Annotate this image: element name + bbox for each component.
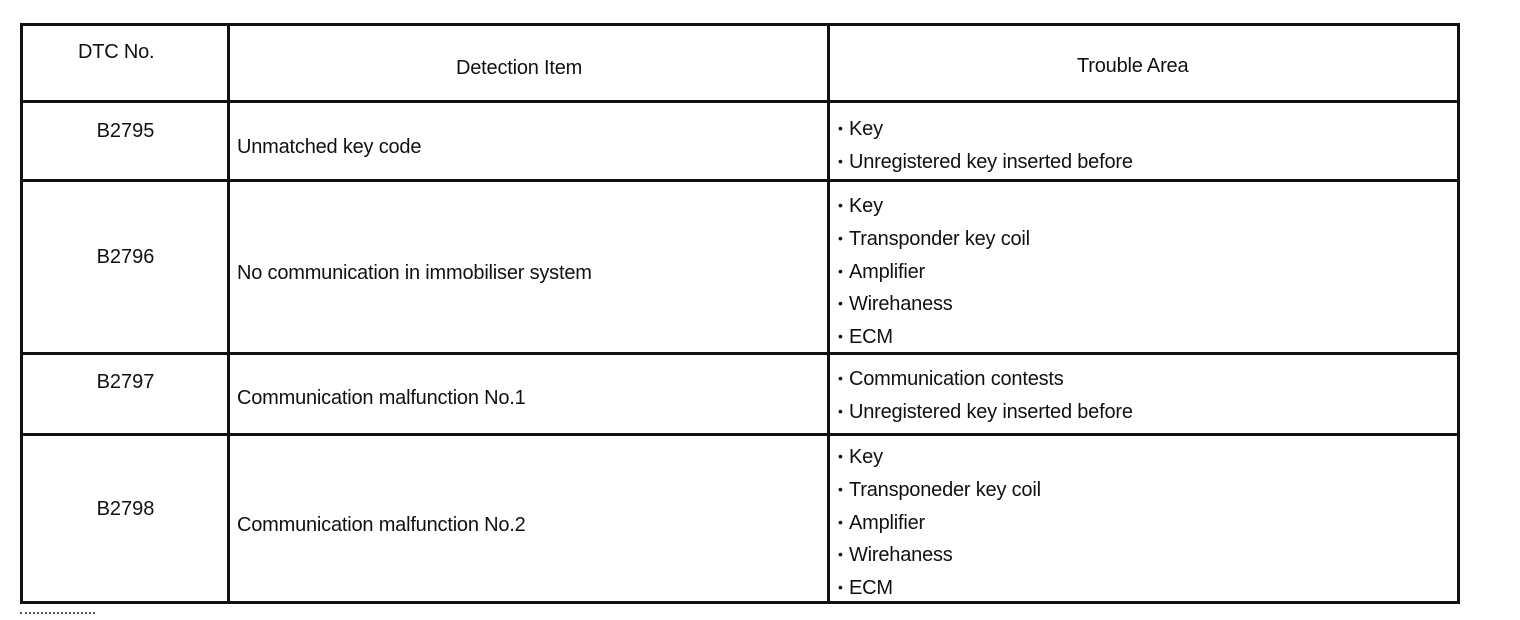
list-item: • Wirehaness xyxy=(838,293,953,316)
bullet-icon: • xyxy=(838,480,843,497)
detection-item: Communication malfunction No.1 xyxy=(237,387,526,409)
list-item: • Transponeder key coil xyxy=(838,478,1041,501)
trouble-area-list xyxy=(838,367,1133,433)
dtc-code: B2798 xyxy=(96,498,155,520)
bullet-icon: • xyxy=(838,152,843,169)
table-row xyxy=(23,103,1457,179)
bullet-icon: • xyxy=(838,546,843,563)
header-trouble-area: Trouble Area xyxy=(1077,55,1189,77)
bullet-icon: • xyxy=(838,262,843,279)
list-item: • Wirehaness xyxy=(838,544,953,567)
dtc-code: B2796 xyxy=(96,246,155,268)
table-header-row xyxy=(23,26,1457,100)
table-row xyxy=(23,436,1457,604)
detection-item: No communication in immobiliser system xyxy=(237,262,592,284)
list-item: • Amplifier xyxy=(838,511,925,534)
list-item: • Key xyxy=(838,446,883,468)
list-item: • ECM xyxy=(838,326,893,349)
trouble-area-list xyxy=(838,194,1030,358)
list-item: • Amplifier xyxy=(838,260,925,283)
list-item: • Key xyxy=(838,195,883,217)
list-item: • Transponder key coil xyxy=(838,227,1030,250)
bullet-icon: • xyxy=(838,197,843,213)
list-item: • Communication contests xyxy=(838,368,1064,390)
trouble-area-list xyxy=(838,117,1133,183)
dtc-table xyxy=(20,23,1460,604)
footer-scan-mark xyxy=(20,612,95,617)
table-row xyxy=(23,355,1457,433)
header-dtc-no: DTC No. xyxy=(78,41,155,63)
bullet-icon: • xyxy=(838,448,843,464)
trouble-area-list xyxy=(838,445,1041,609)
bullet-icon: • xyxy=(838,402,843,419)
detection-item: Communication malfunction No.2 xyxy=(237,514,526,536)
dtc-code: B2795 xyxy=(96,120,155,142)
header-detection-item: Detection Item xyxy=(456,57,583,79)
table-row xyxy=(23,182,1457,352)
bullet-icon: • xyxy=(838,579,843,596)
list-item: • Unregistered key inserted before xyxy=(838,150,1133,173)
bullet-icon: • xyxy=(838,328,843,345)
list-item: • ECM xyxy=(838,577,893,600)
list-item: • Key xyxy=(838,118,883,140)
bullet-icon: • xyxy=(838,229,843,246)
list-item: • Unregistered key inserted before xyxy=(838,400,1133,423)
bullet-icon: • xyxy=(838,120,843,136)
bullet-icon: • xyxy=(838,370,843,386)
bullet-icon: • xyxy=(838,295,843,312)
dtc-code: B2797 xyxy=(96,371,155,393)
detection-item: Unmatched key code xyxy=(237,136,422,158)
bullet-icon: • xyxy=(838,513,843,530)
